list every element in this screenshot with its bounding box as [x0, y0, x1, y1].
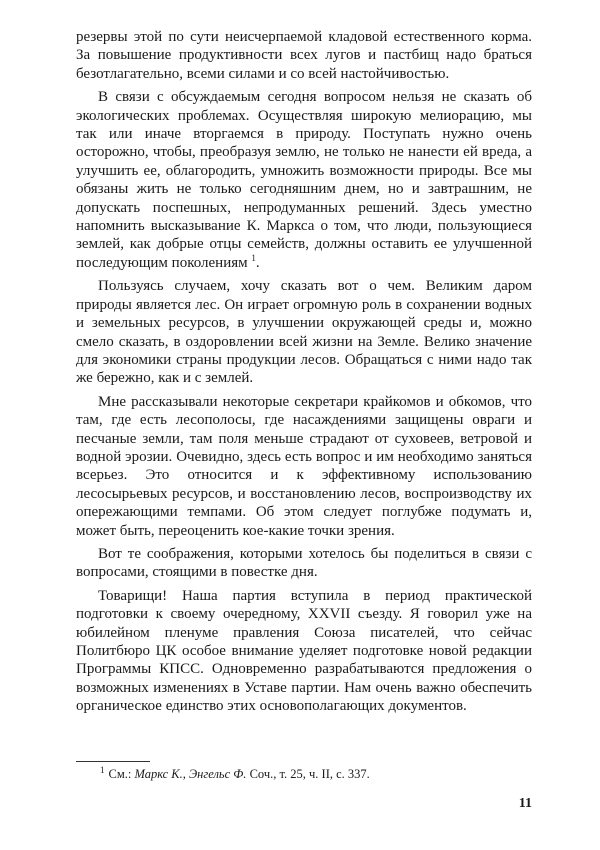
page-number: 11	[518, 796, 532, 811]
paragraph-1: резервы этой по сути неисчерпаемой кладовой естественного корма. За повышение продуктивности всех лугов и пастбищ надо браться безотлагательно, всеми силами и со всей настойчивостью.	[76, 29, 532, 82]
paragraph-5: Вот те соображения, которыми хотелось бы поделиться в связи с вопросами, стоящими в повестке дня.	[76, 545, 532, 581]
footnote-reference[interactable]: 1	[251, 252, 256, 263]
paragraph-2-text: В связи с обсуждаемым сегодня вопросом нельзя не сказать об экологических проблемах. Осуществляя широкую мелиорацию, мы так или иначе вторгаемся в природу. Поступать нужно очень осторожно, чтобы, преобразуя землю, не только не нанести ей вреда, а улучшить ее, облагородить, умножить возможности природы. Все мы обязаны жить не только сегодняшним днем, но и завтрашним, не допускать поспешных, непродуманных решений. Здесь уместно напомнить высказывание К. Маркса о том, что люди, пользующиеся землей, как добрые отцы семейств, должны оставить ее улучшенной последующим поколениям	[76, 89, 532, 271]
footnote-number: 1	[100, 764, 105, 775]
footnote	[100, 766, 532, 782]
footnote-prefix: См.:	[108, 767, 135, 781]
paragraph-2: В связи с обсуждаемым сегодня вопросом нельзя не сказать об экологических проблемах. Осуществляя широкую мелиорацию, мы так или иначе вторгаемся в природу. Поступать нужно очень осторожно, чтобы, преобразуя землю, не только не нанести ей вреда, а улучшить ее, облагородить, умножить возможности природы. Все мы обязаны жить не только сегодняшним днем, но и завтрашним, не допускать поспешных, непродуманных решений. Здесь уместно напомнить высказывание К. Маркса о том, что люди, пользующиеся землей, как добрые отцы семейств, должны оставить ее улучшенной последующим поколениям $^1$.	[76, 89, 532, 271]
paragraph-6: Товарищи! Наша партия вступила в период практической подготовки к своему очередному, XXVII съезду. Я говорил уже на юбилейном пленуме правления Союза писателей, что сейчас Политбюро ЦК особое внимание уделяет подготовке новой редакции Программы КПСС. Одновременно разрабатываются предложения о возможных изменениях в Уставе партии. Нам очень важно обеспечить органическое единство этих основополагающих документов.	[76, 587, 532, 715]
footnote-divider	[76, 761, 150, 762]
page-body	[76, 28, 532, 716]
paragraph-4: Мне рассказывали некоторые секретари крайкомов и обкомов, что там, где есть лесополосы, где насаждениями защищены овраги и песчаные земли, там поля меньше страдают от суховеев, ветровой и водной эрозии. Очевидно, здесь есть вопрос и им необходимо заняться всерьез. Это относится и к эффективному использованию лесосырьевых ресурсов, и восстановлению лесов, воспроизводству их опережающими темпами. Об этом следует поглубже подумать и, может быть, переоценить кое-какие точки зрения.	[76, 393, 532, 539]
paragraph-3: Пользуясь случаем, хочу сказать вот о чем. Великим даром природы является лес. Он играет огромную роль в сохранении водных и земельных ресурсов, в улучшении окружающей среды и, можно смело сказать, в оздоровлении всей жизни на Земле. Велико значение для экономики страны продукции лесов. Обращаться с ними надо так же бережно, как и с землей.	[76, 278, 532, 387]
footnote-authors: Маркс К., Энгельс Ф.	[134, 767, 247, 781]
footnote-source: Соч., т. 25, ч. II, с. 337.	[246, 767, 370, 781]
